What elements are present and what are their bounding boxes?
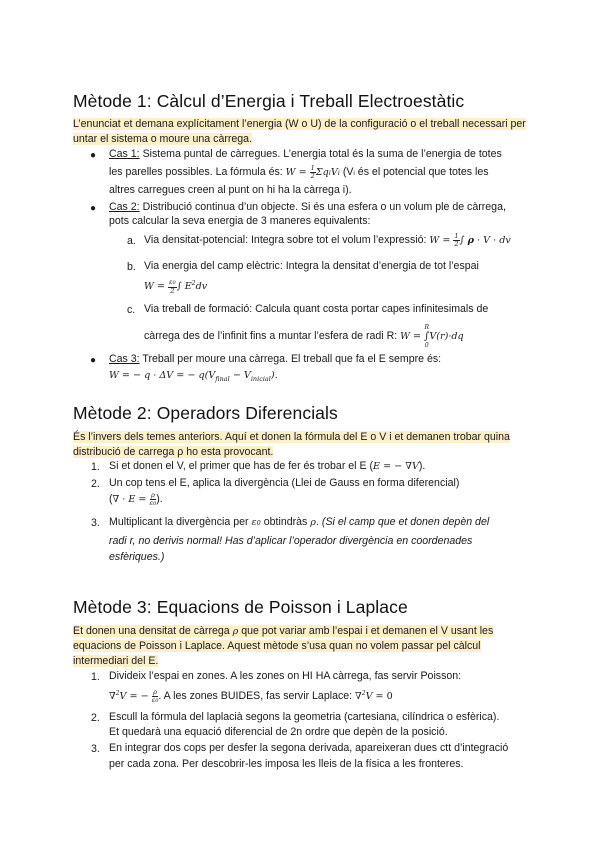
- cas-2-label: Cas 2:: [109, 201, 140, 213]
- s2-item-2: Un cop tens el E, aplica la divergència (Llei de Gauss en forma diferencial): [109, 477, 460, 489]
- cas-1-formula-line: les parelles possibles. La fórmula és: W = $\frac{1}{2}$ ΣqiVi (Vi és el potencial que totes les: [109, 164, 489, 180]
- s2-item-3-note-a: (Si el camp que et donen depèn del: [321, 516, 490, 528]
- sub-a-letter: a.: [127, 235, 136, 247]
- list-number: 2.: [91, 478, 100, 490]
- bullet-dot: ●: [90, 203, 97, 214]
- section-3-intro: Et donen una densitat de càrrega ρ que pot variar amb l’espai i et demanen el V usant les equacions de Poisson i Laplace. Aquest mètode s’usa quan no volem passar pel càlcul intermediari del E.: [73, 625, 494, 667]
- cas-1-text: Sistema puntal de càrregues. L’energia total és la suma de l’energia de totes: [139, 148, 502, 160]
- sub-a-item: [144, 232, 554, 250]
- sub-c-line-2: [144, 323, 564, 350]
- section-1-intro-text: L’enunciat et demana explícitament l’energia (W o U) de la configuració o el treball necessari per untar el sistema o moure una càrrega.: [73, 118, 526, 145]
- sub-a-formula: W = $\frac{1}{2}$ ∫ ρ · V · dv: [429, 232, 511, 248]
- section-1-title: Mètode 1: Càlcul d’Energia i Treball Electroestàtic: [73, 91, 465, 111]
- cas-3-formula: W = − q · ΔV = − $q(V_{final} - V_{inicial})$.: [109, 370, 278, 383]
- cas-1-formula: W = $\frac{1}{2}$ ΣqiVi: [285, 164, 340, 180]
- sub-c-formula: W = R ∫ 0 V(r)·dq: [400, 324, 464, 349]
- list-number: 3.: [91, 743, 100, 755]
- s3-item-1-b: ∇$^2$V = − $\frac{\rho}{\varepsilon 0}$ . A les zones BUIDES, fas servir Laplace: ∇$^2$V = 0: [109, 687, 393, 704]
- sub-c-text-b: càrrega des de l’infinit fins a muntar l’esfera de radi R:: [144, 330, 401, 342]
- section-2-intro-text: És l’invers dels temes anteriors. Aquí et donen la fórmula del E o V i et demanen trobar quina distribució de carrega ρ ho esta provocant.: [73, 431, 510, 458]
- sub-b-text: Via energia del camp elèctric: Integra la densitat d’energia de tot l’espai: [144, 260, 479, 272]
- sub-b-letter: b.: [127, 261, 136, 273]
- s3-item-2-a: Escull la fórmula del laplacià segons la geometria (cartesiana, cilíndrica o esfèrica).: [109, 711, 500, 723]
- sub-c-letter: c.: [127, 304, 136, 316]
- sub-a-text: Via densitat-potencial: Integra sobre tot el volum l’expressió:: [144, 234, 430, 246]
- section-1-intro: [73, 117, 535, 147]
- section-3-title: Mètode 3: Equacions de Poisson i Laplace: [73, 597, 408, 617]
- cas-2-text-b: pots calcular la seva energia de 3 maneres equivalents:: [109, 215, 371, 227]
- section-2-title: Mètode 2: Operadors Diferencials: [73, 403, 338, 423]
- s2-item-3-text-b: obtindràs: [260, 516, 311, 528]
- s2-item-3-note-c: esfèriques.): [109, 551, 165, 563]
- bullet-dot: ●: [90, 355, 97, 366]
- cas-1-item: [109, 146, 549, 163]
- sub-b-formula: W = $\frac{\varepsilon 0}{2}$ ∫ $E^2dv$: [144, 277, 208, 295]
- s3-intro-d: intermediari del E.: [73, 655, 159, 667]
- cas-1-label: Cas 1:: [109, 148, 140, 160]
- cas-2-text: Distribució continua d’un objecte. Si és una esfera o un volum ple de càrrega,: [139, 201, 506, 213]
- cas-3-text: Treball per moure una càrrega. El treball que fa el E sempre és:: [139, 353, 442, 365]
- s3-item-1-text-b: . A les zones BUIDES, fas servir Laplace:: [158, 690, 356, 703]
- list-number: 1.: [91, 461, 100, 473]
- bullet-dot: ●: [90, 150, 97, 161]
- s3-intro-b: que pot variar amb l’espai i et demanen el V usant les: [238, 625, 494, 637]
- cas-1-text-d: és el potencial que totes les: [354, 166, 489, 178]
- list-number: 1.: [91, 671, 100, 683]
- s2-item-1: Si et donen el V, el primer que has de fer és trobar el E (E = − ∇V).: [109, 460, 426, 472]
- s3-intro-a: Et donen una densitat de càrrega: [73, 625, 233, 637]
- s3-item-3-b: per cada zona. Per descobrir-les imposa les lleis de la física a les fronteres.: [109, 758, 464, 770]
- list-number: 3.: [91, 517, 100, 529]
- cas-1-text-c: (V: [342, 166, 354, 178]
- s2-item-3-note-b: radi r, no derivis normal! Has d’aplicar l’operador divergència en coordenades: [109, 535, 473, 547]
- cas-3-item: [109, 351, 549, 368]
- s3-item-1-a: Divideix l’espai en zones. A les zones on HI HA càrrega, fas servir Poisson:: [109, 670, 462, 682]
- s2-item-2-formula: (∇ · E = $\frac{\rho}{\varepsilon 0}$ ).: [109, 490, 163, 507]
- cas-3-label: Cas 3:: [109, 353, 140, 365]
- s3-intro-c: equacions de Poisson i Laplace. Aquest mètode s’usa quan no volem passar pel càlcul: [73, 640, 481, 652]
- cas-1-text-b: les parelles possibles. La fórmula és:: [109, 166, 286, 178]
- s2-item-1-text: Si et donen el V, el primer que has de fer és trobar el E (: [109, 460, 374, 472]
- s2-item-3-text-a: Multiplicant la divergència per: [109, 516, 252, 528]
- section-2-intro: [73, 430, 535, 460]
- sub-c-text-a: Via treball de formació: Calcula quant costa portar capes infinitesimals de: [144, 303, 489, 315]
- s2-item-3: Multiplicant la divergència per ε0 obtindràs ρ. (Si el camp que et donen depèn del: [109, 516, 490, 528]
- list-number: 2.: [91, 712, 100, 724]
- s3-item-3-a: En integrar dos cops per desfer la segona derivada, apareixeran dues ctt d’integració: [109, 742, 509, 754]
- cas-1-text-e: altres carregues creen al punt on hi ha la càrrega i).: [109, 184, 352, 196]
- s3-item-2-b: Et quedarà una equació diferencial de 2n ordre que depèn de la posició.: [109, 726, 448, 738]
